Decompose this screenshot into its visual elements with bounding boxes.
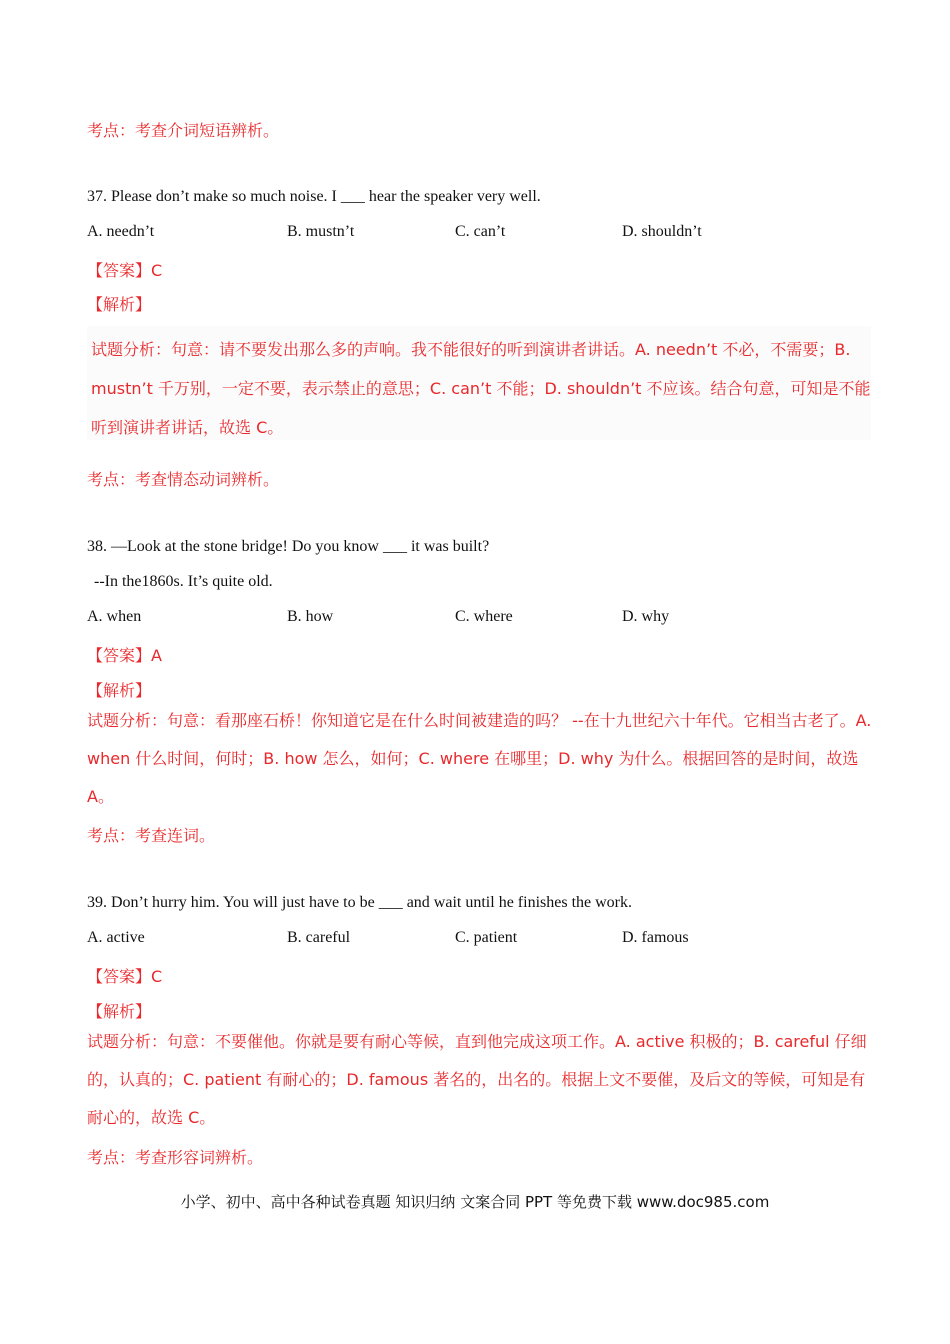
- q38-option-c: C. where: [455, 608, 513, 625]
- q37-option-b: B. mustn’t: [287, 223, 355, 240]
- q39-answer: 【答案】C: [87, 967, 163, 986]
- q39-option-c: C. patient: [455, 929, 518, 946]
- q39-option-b: B. careful: [287, 929, 351, 946]
- q37-answer: 【答案】C: [87, 261, 163, 280]
- q38-analysis-label: 【解析】: [87, 681, 152, 700]
- q39-option-d: D. famous: [622, 929, 689, 946]
- q38-option-b: B. how: [287, 608, 334, 625]
- q38-option-a: A. when: [87, 608, 142, 625]
- q37-analysis-box: [87, 326, 871, 440]
- footer-text: 小学、初中、高中各种试卷真题 知识归纳 文案合同 PPT 等免费下载 www.doc985.com: [180, 1193, 770, 1211]
- q39-analysis-text: 试题分析：句意：不要催他。你就是要有耐心等候，直到他完成这项工作。A. active 积极的；B. careful 仔细的，认真的；C. patient 有耐心的；D. famous 著名的，出名的。根据上文不要催，及后文的等候，可知是有耐心的，故选 C。: [87, 1032, 867, 1127]
- q39-analysis-label: 【解析】: [87, 1002, 152, 1021]
- q38-option-d: D. why: [622, 608, 670, 625]
- exam-point-previous: 考点：考查介词短语辨析。: [87, 121, 280, 140]
- question-37: 37. Please don’t make so much noise. I ___ hear the speaker very well.: [87, 188, 541, 205]
- q38-exam-point: 考点：考查连词。: [87, 826, 216, 845]
- q37-exam-point: 考点：考查情态动词辨析。: [87, 470, 280, 489]
- q37-analysis-text: 试题分析：句意：请不要发出那么多的声响。我不能很好的听到演讲者讲话。A. needn’t 不必，不需要；B. mustn’t 千万别，一定不要，表示禁止的意思；C. can’t 不能；D. shouldn’t 不应该。结合句意，可知是不能听到演讲者讲话，故选 C。: [91, 340, 871, 437]
- q37-analysis-label: 【解析】: [87, 295, 152, 314]
- q39-option-a: A. active: [87, 929, 145, 946]
- q38-analysis-text: 试题分析：句意：看那座石桥！你知道它是在什么时间被建造的吗？ --在十九世纪六十年代。它相当古老了。A. when 什么时间，何时；B. how 怎么，如何；C. where 在哪里；D. why 为什么。根据回答的是时间，故选 A。: [87, 711, 872, 806]
- q37-option-c: C. can’t: [455, 223, 506, 240]
- question-38: 38. —Look at the stone bridge! Do you know ___ it was built?: [87, 538, 490, 555]
- q38-answer: 【答案】A: [87, 646, 162, 665]
- question-39: 39. Don’t hurry him. You will just have to be ___ and wait until he finishes the work.: [87, 894, 632, 911]
- q37-option-d: D. shouldn’t: [622, 223, 702, 240]
- q37-option-a: A. needn’t: [87, 223, 155, 240]
- q39-exam-point: 考点：考查形容词辨析。: [87, 1148, 264, 1167]
- q38-reply: --In the1860s. It’s quite old.: [94, 573, 273, 590]
